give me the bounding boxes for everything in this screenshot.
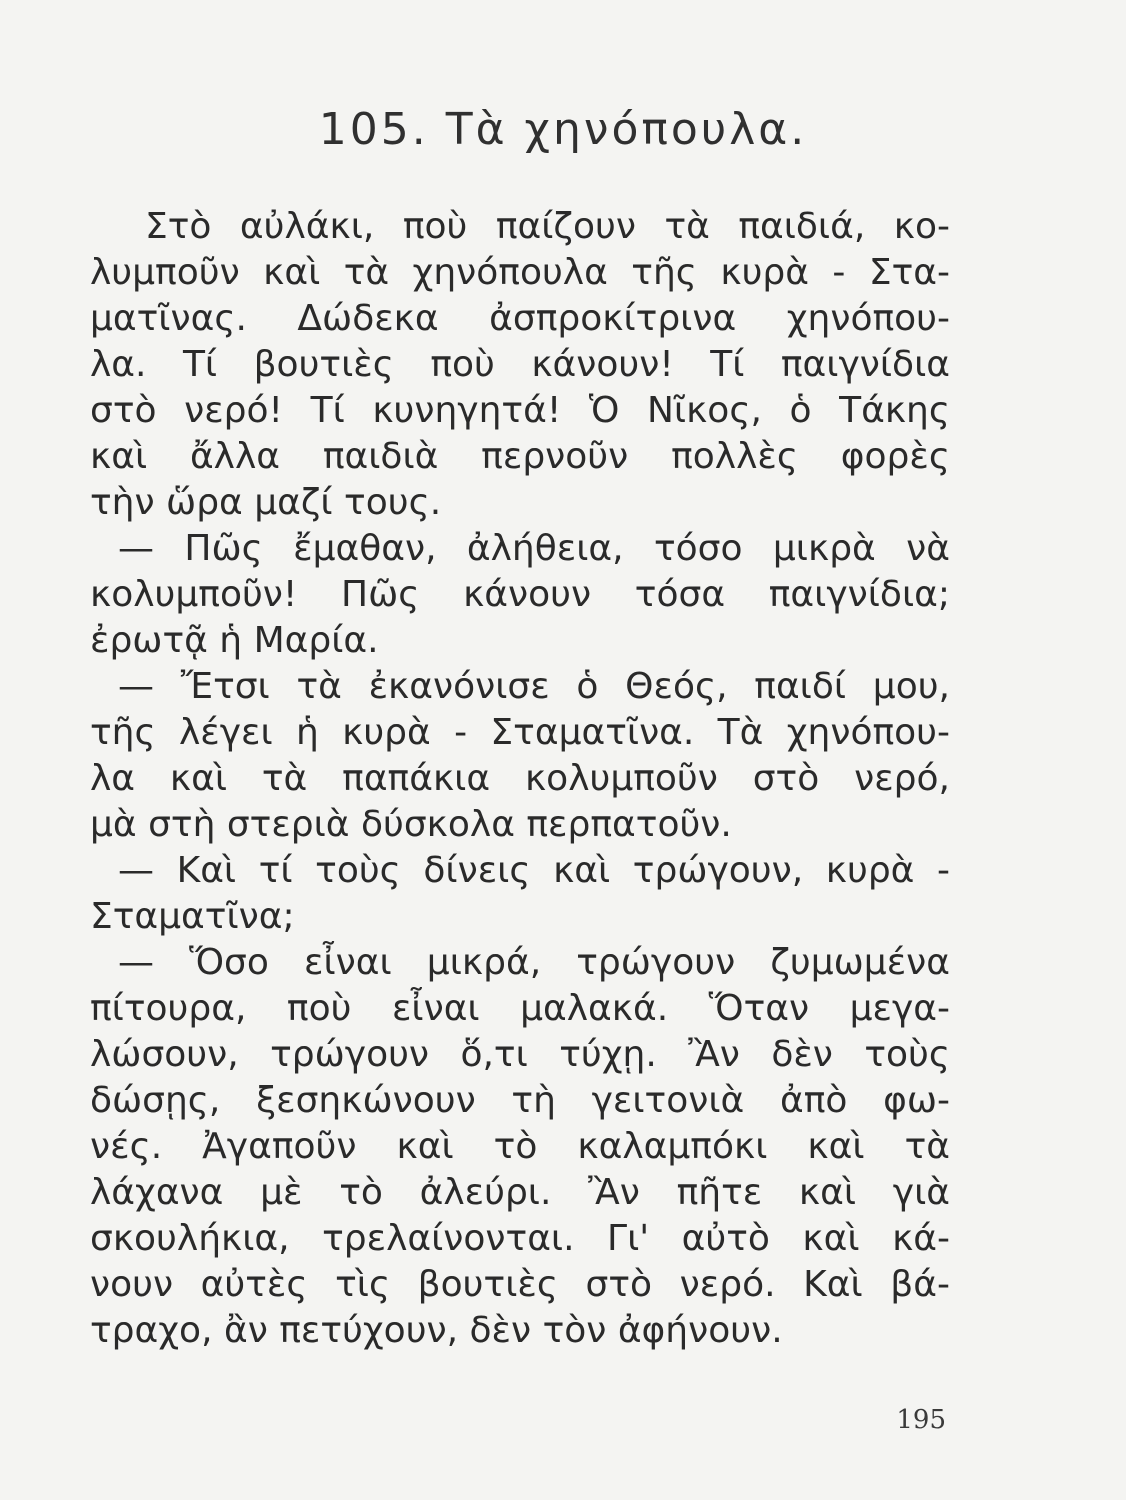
text-line: τὴν ὥρα μαζί τους. (90, 482, 442, 523)
text-line: λα. Τί βουτιὲς ποὺ κάνουν! Τί παιγνίδια (90, 344, 950, 385)
text-line: δώσῃς, ξεσηκώνουν τὴ γειτονιὰ ἀπὸ φω- (90, 1080, 950, 1121)
text-line: πίτουρα, ποὺ εἶναι μαλακά. Ὅταν μεγα- (90, 988, 950, 1029)
text-line: λα καὶ τὰ παπάκια κολυμποῦν στὸ νερό, (90, 758, 950, 799)
text-line: μὰ στὴ στεριὰ δύσκολα περπατοῦν. (90, 804, 732, 845)
text-line: — Ὅσο εἶναι μικρά, τρώγουν ζυμωμένα (118, 942, 950, 983)
page-number: 195 (896, 1405, 946, 1435)
text-line: τῆς λέγει ἡ κυρὰ - Σταματῖνα. Τὰ χηνόπου- (90, 712, 950, 753)
text-line: Στὸ αὐλάκι, ποὺ παίζουν τὰ παιδιά, κο- (145, 206, 950, 247)
text-line: — Ἔτσι τὰ ἐκανόνισε ὁ Θεός, παιδί μου, (118, 666, 950, 707)
chapter-title: 105. Τὰ χηνόπουλα. (318, 104, 808, 155)
text-line: σκουλήκια, τρελαίνονται. Γι' αὐτὸ καὶ κά- (90, 1218, 950, 1259)
text-line: — Πῶς ἔμαθαν, ἀλήθεια, τόσο μικρὰ νὰ (118, 528, 950, 569)
text-line: τραχο, ἂν πετύχουν, δὲν τὸν ἀφήνουν. (90, 1310, 783, 1351)
text-line: καὶ ἄλλα παιδιὰ περνοῦν πολλὲς φορὲς (90, 436, 950, 477)
text-line: λυμποῦν καὶ τὰ χηνόπουλα τῆς κυρὰ - Στα- (90, 252, 950, 293)
chapter-body (90, 204, 950, 1354)
text-line: νουν αὐτὲς τὶς βουτιὲς στὸ νερό. Καὶ βά- (90, 1264, 950, 1305)
text-line: Σταματῖνα; (90, 896, 295, 937)
text-line: κολυμποῦν! Πῶς κάνουν τόσα παιγνίδια; (90, 574, 950, 615)
text-line: νές. Ἀγαποῦν καὶ τὸ καλαμπόκι καὶ τὰ (90, 1126, 950, 1167)
text-line: λάχανα μὲ τὸ ἀλεύρι. Ἂν πῆτε καὶ γιὰ (90, 1172, 950, 1213)
text-line: στὸ νερό! Τί κυνηγητά! Ὁ Νῖκος, ὁ Τάκης (90, 390, 950, 431)
text-line: λώσουν, τρώγουν ὅ,τι τύχῃ. Ἂν δὲν τοὺς (90, 1034, 950, 1075)
text-line: ἐρωτᾷ ἡ Μαρία. (90, 620, 379, 661)
text-line: — Καὶ τί τοὺς δίνεις καὶ τρώγουν, κυρὰ - (118, 850, 950, 891)
text-line: ματῖνας. Δώδεκα ἀσπροκίτρινα χηνόπου- (90, 298, 950, 339)
